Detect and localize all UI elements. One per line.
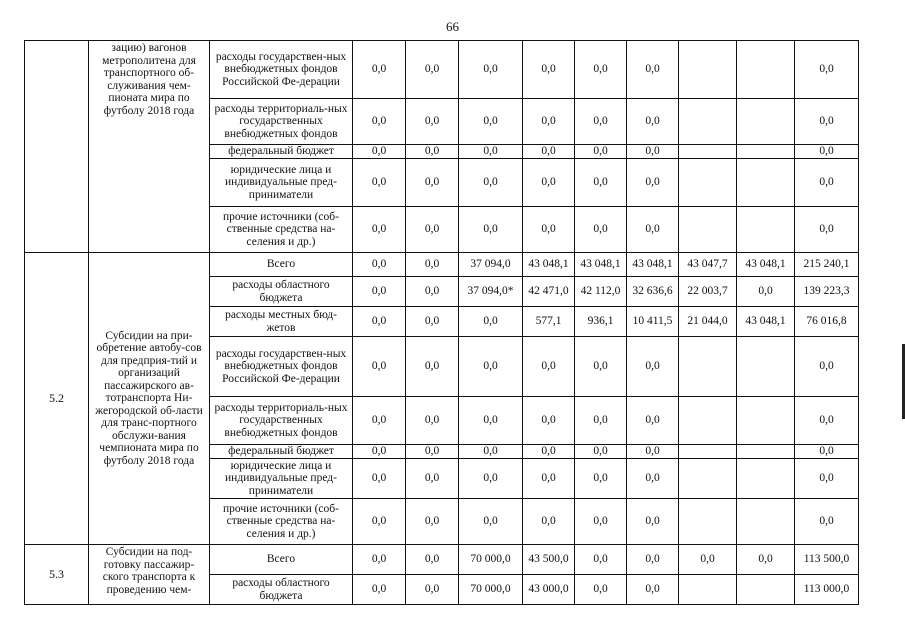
value-cell: 0,0 (575, 545, 627, 575)
value-cell (737, 99, 795, 145)
value-cell: 76 016,8 (795, 307, 859, 337)
item-number: 5.2 (25, 253, 89, 545)
funding-source: расходы территориаль-ных государственных внебюджетных фондов (210, 99, 353, 145)
value-cell: 0,0 (627, 499, 679, 545)
value-cell (679, 207, 737, 253)
value-cell: 0,0 (406, 445, 459, 459)
value-cell: 0,0 (795, 207, 859, 253)
table-row (25, 253, 859, 277)
value-cell: 0,0 (353, 445, 406, 459)
value-cell: 43 048,1 (575, 253, 627, 277)
value-cell: 0,0 (353, 277, 406, 307)
value-cell (679, 575, 737, 605)
value-cell (737, 575, 795, 605)
value-cell: 0,0 (627, 337, 679, 397)
funding-source: прочие источники (соб-ственные средства на-селения и др.) (210, 499, 353, 545)
value-cell: 0,0 (353, 207, 406, 253)
value-cell: 70 000,0 (459, 575, 523, 605)
value-cell: 0,0 (406, 459, 459, 499)
value-cell (679, 145, 737, 159)
value-cell: 0,0 (353, 307, 406, 337)
value-cell: 139 223,3 (795, 277, 859, 307)
table-row (25, 545, 859, 575)
value-cell: 0,0 (523, 99, 575, 145)
value-cell: 0,0 (406, 159, 459, 207)
value-cell: 577,1 (523, 307, 575, 337)
value-cell: 0,0 (795, 445, 859, 459)
value-cell: 0,0 (795, 159, 859, 207)
funding-source: федеральный бюджет (210, 145, 353, 159)
value-cell: 0,0 (459, 99, 523, 145)
funding-source: расходы государствен-ных внебюджетных фондов Российской Фе-дерации (210, 337, 353, 397)
value-cell: 0,0 (575, 397, 627, 445)
value-cell: 43 048,1 (737, 307, 795, 337)
value-cell: 0,0 (627, 207, 679, 253)
value-cell: 37 094,0 (459, 253, 523, 277)
value-cell: 0,0 (795, 41, 859, 99)
value-cell: 0,0 (353, 145, 406, 159)
value-cell (679, 159, 737, 207)
value-cell (737, 337, 795, 397)
value-cell: 21 044,0 (679, 307, 737, 337)
value-cell: 0,0 (523, 459, 575, 499)
value-cell: 0,0 (353, 499, 406, 545)
value-cell (737, 459, 795, 499)
value-cell: 0,0 (459, 159, 523, 207)
value-cell: 0,0 (459, 207, 523, 253)
value-cell: 0,0 (575, 459, 627, 499)
value-cell: 0,0 (353, 99, 406, 145)
item-number: 5.3 (25, 545, 89, 605)
value-cell (679, 397, 737, 445)
value-cell (737, 207, 795, 253)
value-cell: 43 048,1 (523, 253, 575, 277)
value-cell: 0,0 (406, 99, 459, 145)
value-cell: 32 636,6 (627, 277, 679, 307)
funding-source: расходы государствен-ных внебюджетных фондов Российской Фе-дерации (210, 41, 353, 99)
value-cell: 10 411,5 (627, 307, 679, 337)
value-cell (737, 397, 795, 445)
value-cell: 0,0 (795, 499, 859, 545)
value-cell: 0,0 (627, 159, 679, 207)
value-cell: 0,0 (627, 575, 679, 605)
funding-source: прочие источники (соб-ственные средства на-селения и др.) (210, 207, 353, 253)
item-title: Субсидии на под-готовку пассажир-ского транспорта к проведению чем- (89, 545, 210, 605)
value-cell: 0,0 (406, 253, 459, 277)
funding-table (24, 40, 859, 605)
value-cell: 0,0 (575, 99, 627, 145)
page-number: 66 (446, 19, 459, 34)
value-cell: 0,0 (459, 41, 523, 99)
table-row (25, 41, 859, 99)
value-cell: 0,0 (459, 499, 523, 545)
value-cell: 0,0 (406, 207, 459, 253)
value-cell: 0,0 (575, 575, 627, 605)
value-cell: 0,0 (406, 499, 459, 545)
funding-source: расходы областного бюджета (210, 575, 353, 605)
value-cell: 0,0 (523, 499, 575, 545)
value-cell: 0,0 (459, 397, 523, 445)
value-cell: 0,0 (627, 99, 679, 145)
value-cell: 0,0 (523, 207, 575, 253)
value-cell: 0,0 (523, 337, 575, 397)
funding-source: расходы территориаль-ных государственных внебюджетных фондов (210, 397, 353, 445)
value-cell (679, 337, 737, 397)
funding-source: федеральный бюджет (210, 445, 353, 459)
value-cell: 0,0 (353, 397, 406, 445)
value-cell: 0,0 (353, 41, 406, 99)
value-cell: 43 000,0 (523, 575, 575, 605)
value-cell: 43 048,1 (627, 253, 679, 277)
value-cell: 0,0 (575, 337, 627, 397)
value-cell: 0,0 (627, 145, 679, 159)
value-cell: 0,0 (795, 99, 859, 145)
value-cell: 0,0 (406, 397, 459, 445)
value-cell: 0,0 (406, 575, 459, 605)
value-cell (679, 499, 737, 545)
value-cell: 113 000,0 (795, 575, 859, 605)
value-cell (679, 459, 737, 499)
value-cell: 22 003,7 (679, 277, 737, 307)
value-cell: 0,0 (406, 41, 459, 99)
value-cell: 113 500,0 (795, 545, 859, 575)
value-cell: 0,0 (406, 145, 459, 159)
value-cell (679, 445, 737, 459)
value-cell: 0,0 (353, 253, 406, 277)
value-cell: 0,0 (627, 445, 679, 459)
value-cell (737, 41, 795, 99)
value-cell: 0,0 (627, 397, 679, 445)
value-cell: 43 500,0 (523, 545, 575, 575)
item-number (25, 41, 89, 253)
item-title: зацию) вагонов метрополитена для транспортного об-служивания чем-пионата мира по футболу 2018 года (89, 41, 210, 253)
value-cell: 0,0 (627, 41, 679, 99)
value-cell (737, 159, 795, 207)
value-cell: 0,0 (795, 459, 859, 499)
value-cell: 0,0 (406, 545, 459, 575)
value-cell: 43 048,1 (737, 253, 795, 277)
value-cell: 0,0 (627, 545, 679, 575)
value-cell (737, 445, 795, 459)
item-title: Субсидии на при-обретение автобу-сов для предприя-тий и организаций пассажирского ав-тотранспорта Ни-жегородской об-ласти для транс-портного обслужи-вания чемпионата мира по футболу 2018 года (89, 253, 210, 545)
value-cell: 0,0 (406, 307, 459, 337)
value-cell: 0,0 (406, 277, 459, 307)
value-cell: 0,0 (459, 307, 523, 337)
value-cell: 42 471,0 (523, 277, 575, 307)
value-cell: 0,0 (523, 145, 575, 159)
value-cell: 0,0 (737, 277, 795, 307)
value-cell: 0,0 (523, 41, 575, 99)
value-cell: 0,0 (353, 459, 406, 499)
value-cell (737, 499, 795, 545)
value-cell: 0,0 (523, 445, 575, 459)
value-cell: 37 094,0* (459, 277, 523, 307)
value-cell (679, 99, 737, 145)
value-cell: 0,0 (523, 397, 575, 445)
value-cell: 0,0 (795, 397, 859, 445)
value-cell: 0,0 (459, 445, 523, 459)
value-cell: 0,0 (353, 337, 406, 397)
value-cell: 0,0 (353, 545, 406, 575)
value-cell: 0,0 (523, 159, 575, 207)
value-cell: 70 000,0 (459, 545, 523, 575)
funding-source: Всего (210, 253, 353, 277)
value-cell: 215 240,1 (795, 253, 859, 277)
value-cell (737, 145, 795, 159)
value-cell: 0,0 (406, 337, 459, 397)
value-cell: 0,0 (679, 545, 737, 575)
value-cell: 0,0 (459, 145, 523, 159)
funding-source: юридические лица и индивидуальные пред-приниматели (210, 459, 353, 499)
value-cell: 0,0 (459, 459, 523, 499)
table-body (25, 41, 859, 605)
value-cell: 0,0 (575, 445, 627, 459)
value-cell: 0,0 (575, 145, 627, 159)
value-cell: 0,0 (575, 207, 627, 253)
funding-source: расходы областного бюджета (210, 277, 353, 307)
value-cell: 0,0 (575, 41, 627, 99)
funding-source: Всего (210, 545, 353, 575)
value-cell: 0,0 (627, 459, 679, 499)
value-cell: 0,0 (353, 575, 406, 605)
funding-source: расходы местных бюд-жетов (210, 307, 353, 337)
value-cell: 0,0 (795, 145, 859, 159)
value-cell: 0,0 (353, 159, 406, 207)
value-cell: 936,1 (575, 307, 627, 337)
value-cell: 42 112,0 (575, 277, 627, 307)
value-cell: 43 047,7 (679, 253, 737, 277)
value-cell: 0,0 (795, 337, 859, 397)
funding-source: юридические лица и индивидуальные пред-приниматели (210, 159, 353, 207)
value-cell: 0,0 (575, 159, 627, 207)
value-cell: 0,0 (459, 337, 523, 397)
value-cell: 0,0 (575, 499, 627, 545)
value-cell: 0,0 (737, 545, 795, 575)
value-cell (679, 41, 737, 99)
